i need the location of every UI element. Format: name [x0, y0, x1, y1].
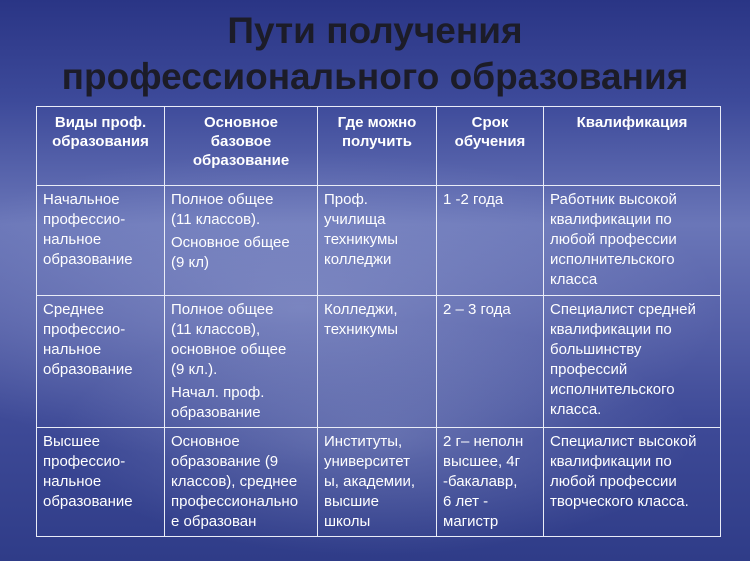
- header-type: Виды проф. образования: [37, 107, 165, 186]
- cell-where: Проф. училища техникумы колледжи: [318, 186, 437, 296]
- cell-where: Колледжи, техникумы: [318, 296, 437, 428]
- cell-qualification: Специалист высокой квалификации по любой профессии творческого класса.: [544, 428, 721, 537]
- table-row: [37, 428, 721, 537]
- cell-type: Высшее профессио- нальное образование: [37, 428, 165, 537]
- table-row: [37, 186, 721, 296]
- cell-qualification: Работник высокой квалификации по любой профессии исполнительского класса: [544, 186, 721, 296]
- cell-base: Полное общее (11 классов), основное общее (9 кл.). Начал. проф. образование: [165, 296, 318, 428]
- header-where: Где можно получить: [318, 107, 437, 186]
- table-header-row: [37, 107, 721, 186]
- cell-where: Институты, университет ы, академии, высшие школы: [318, 428, 437, 537]
- cell-base: Основное образование (9 классов), среднее профессионально е образован: [165, 428, 318, 537]
- cell-type: Среднее профессио- нальное образование: [37, 296, 165, 428]
- education-table: [36, 106, 721, 537]
- title-line-2: профессионального образования: [61, 56, 689, 97]
- cell-term: 2 г– неполн высшее, 4г -бакалавр, 6 лет - магистр: [437, 428, 544, 537]
- header-base: Основное базовое образование: [165, 107, 318, 186]
- header-term: Срок обучения: [437, 107, 544, 186]
- cell-qualification: Специалист средней квалификации по большинству профессий исполнительского класса.: [544, 296, 721, 428]
- header-qualification: Квалификация: [544, 107, 721, 186]
- title-line-1: Пути получения: [227, 10, 523, 51]
- cell-type: Начальное профессио- нальное образование: [37, 186, 165, 296]
- page-title: [0, 8, 750, 100]
- cell-base: Полное общее (11 классов). Основное общее (9 кл): [165, 186, 318, 296]
- cell-term: 2 – 3 года: [437, 296, 544, 428]
- table-row: [37, 296, 721, 428]
- cell-term: 1 -2 года: [437, 186, 544, 296]
